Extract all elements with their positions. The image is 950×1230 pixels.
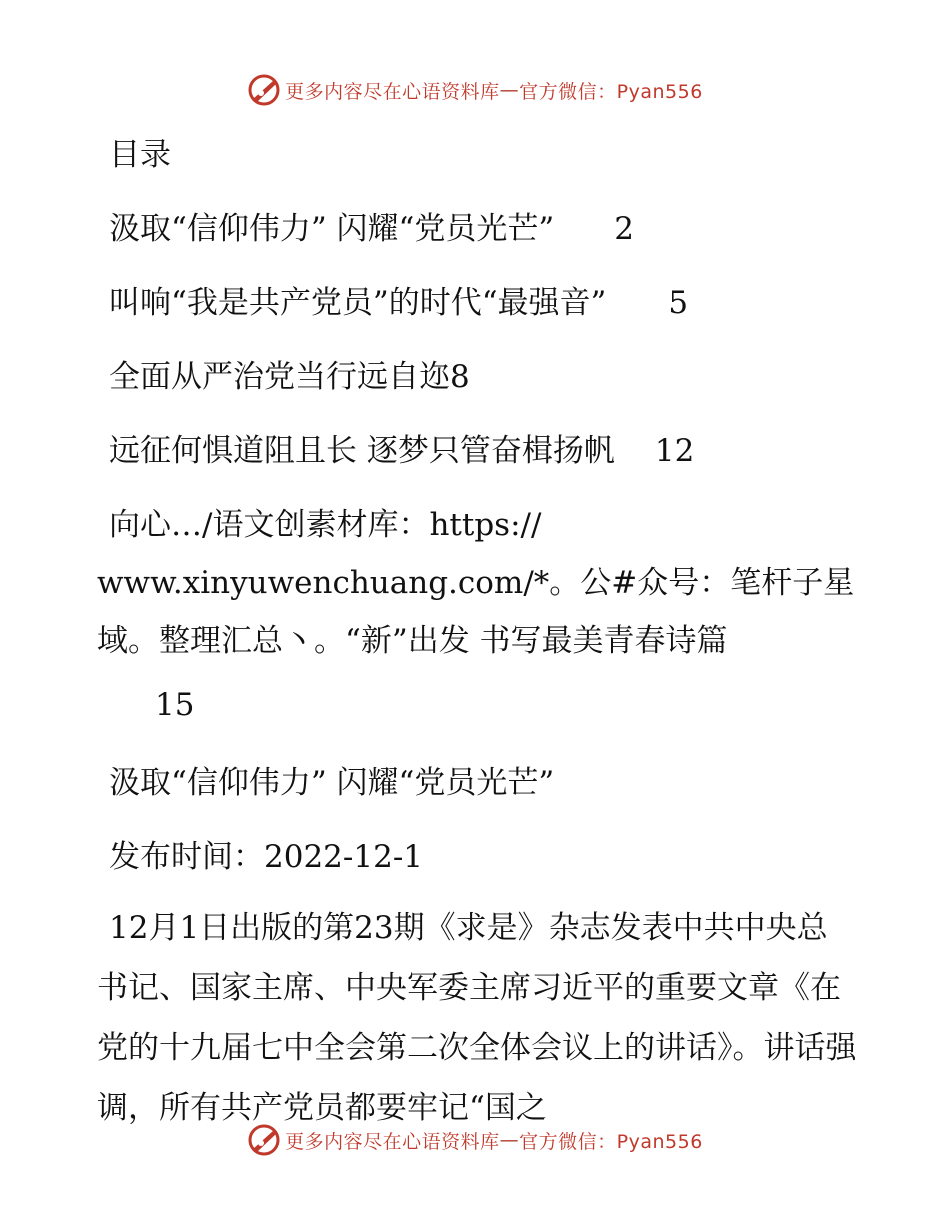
banner-wechat: 官方微信：Pyan556 [519,80,703,103]
toc-item-title: 远征何惧道阻且长 逐梦只管奋楫扬帆 [109,433,615,469]
pen-logo-icon [247,1123,281,1157]
toc-item[interactable] [97,192,857,266]
toc-item-page: 12 [654,433,695,469]
banner-text: 更多内容尽在心语资料库 [285,1130,500,1153]
toc-long-line-1: 向心…/语文创素材库：https:// [109,507,542,543]
toc-item-title: 全面从严治党当行远自迩 [109,359,450,395]
header-banner [0,70,950,110]
article-paragraph [97,898,857,1126]
toc-long-line-3: 域。整理汇总丶。“新”出发 书写最美青春诗篇 [97,623,728,659]
toc-item-long[interactable] [97,496,857,670]
document-body [97,118,857,1126]
banner-wechat: 官方微信：Pyan556 [519,1130,703,1153]
toc-item[interactable] [97,266,857,340]
toc-item-page: 5 [668,285,689,321]
toc-item[interactable] [97,340,857,414]
toc-item[interactable] [97,414,857,488]
banner-text: 更多内容尽在心语资料库 [285,80,500,103]
toc-item-title: 汲取“信仰伟力” 闪耀“党员光芒” [109,211,555,247]
banner-separator: — [499,1129,520,1151]
toc-long-page: 15 [155,687,195,723]
article-date: 发布时间：2022-12-1 [109,839,424,875]
toc-item-page: 2 [614,211,634,247]
pen-logo-icon [247,73,281,107]
toc-heading: 目录 [109,137,171,173]
toc-item-page: 8 [450,359,470,395]
footer-banner [0,1120,950,1160]
toc-long-line-2: www.xinyuwenchuang.com/*。公#众号：笔杆子星 [97,565,855,601]
toc-item-title: 叫响“我是共产党员”的时代“最强音” [109,285,607,321]
article-paragraph-text: 12月1日出版的第23期《求是》杂志发表中共中央总书记、国家主席、中央军委主席习近平的重要文章《在党的十九届七中全会第二次全体会议上的讲话》。讲话强调，所有共产党员都要牢记“国之 [97,910,857,1126]
banner-separator: — [499,79,520,101]
article-title: 汲取“信仰伟力” 闪耀“党员光芒” [109,765,555,801]
